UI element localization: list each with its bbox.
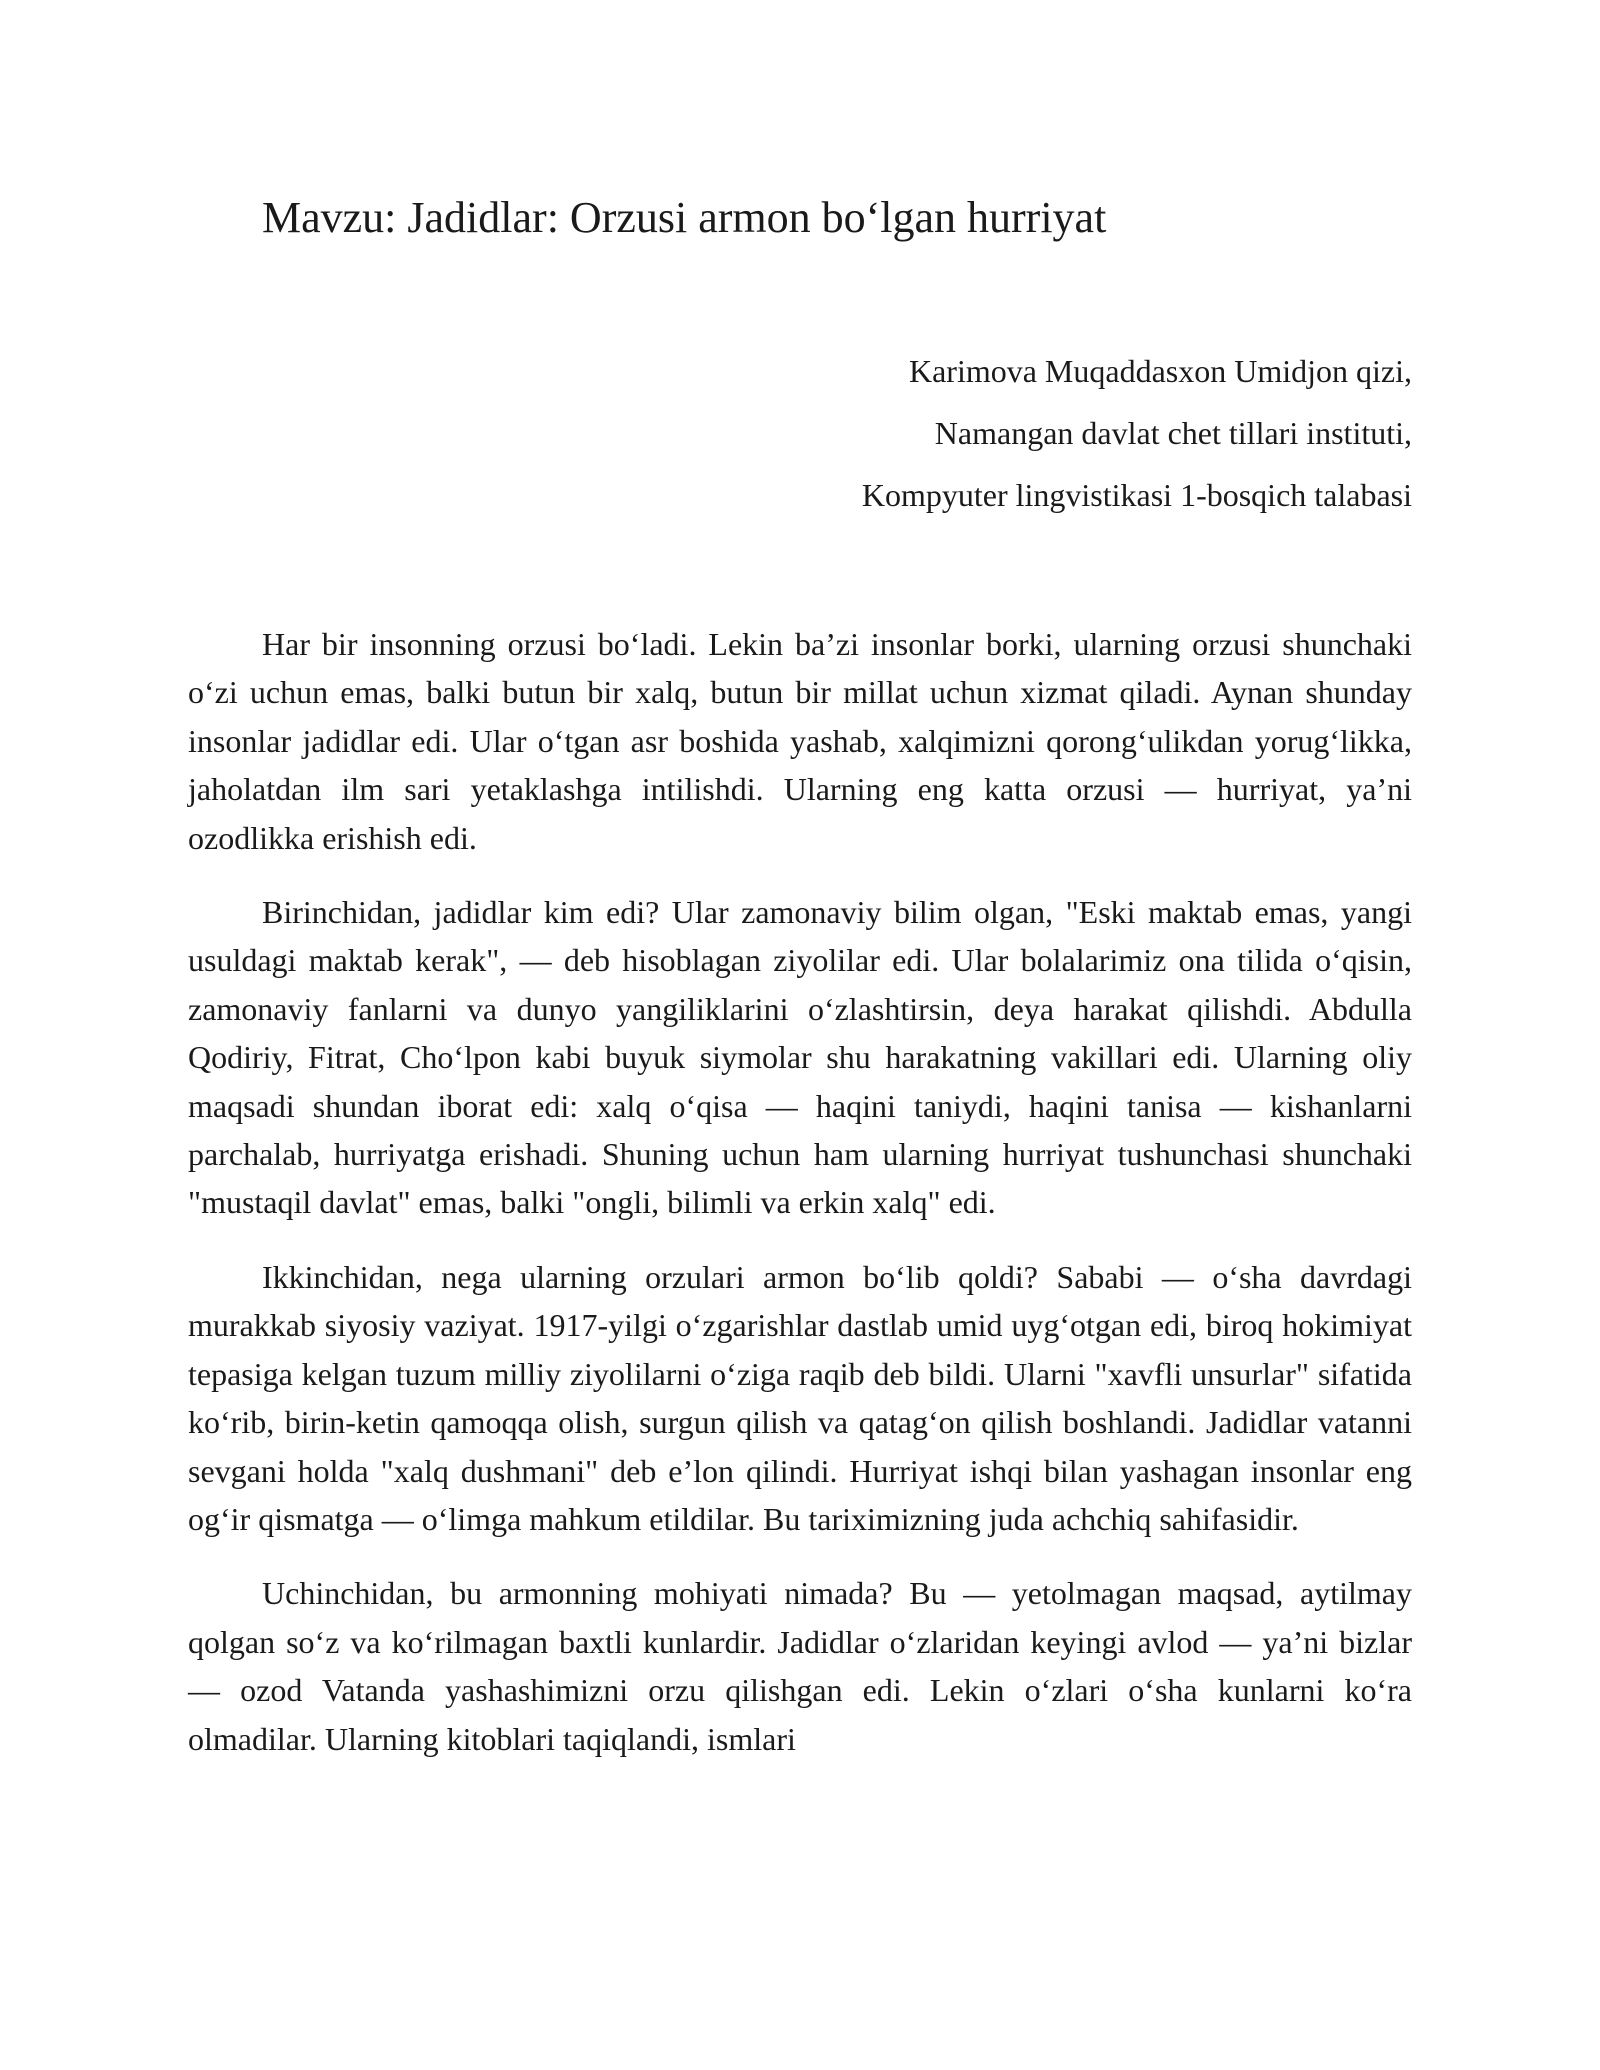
author-position: Kompyuter lingvistikasi 1-bosqich talabasi: [861, 477, 1412, 513]
paragraph-first: Birinchidan, jadidlar kim edi? Ular zamonaviy bilim olgan, "Eski maktab emas, yangi usuldagi maktab kerak", — deb hisoblagan ziyolilar edi. Ular bolalarimiz ona tilida o‘qisin, zamonaviy fanlarni va dunyo yangiliklarini o‘zlashtirsin, deya harakat qilishdi. Abdulla Qodiriy, Fitrat, Cho‘lpon kabi buyuk siymolar shu harakatning vakillari edi. Ularning oliy maqsadi shundan iborat edi: xalq o‘qisa — haqini taniydi, haqini tanisa — kishanlarni parchalab, hurriyatga erishadi. Shuning uchun ham ularning hurriyat tushunchasi shunchaki "mustaqil davlat" emas, balki "ongli, bilimli va erkin xalq" edi.: [188, 894, 1412, 1221]
author-block: [600, 340, 1412, 526]
paragraph-second: Ikkinchidan, nega ularning orzulari armon bo‘lib qoldi? Sababi — o‘sha davrdagi murakkab siyosiy vaziyat. 1917-yilgi o‘zgarishlar dastlab umid uyg‘otgan edi, biroq hokimiyat tepasiga kelgan tuzum milliy ziyolilarni o‘ziga raqib deb bildi. Ularni "xavfli unsurlar" sifatida ko‘rib, birin-ketin qamoqqa olish, surgun qilish va qatag‘on qilish boshlandi. Jadidlar vatanni sevgani holda "xalq dushmani" deb e’lon qilindi. Hurriyat ishqi bilan yashagan insonlar eng og‘ir qismatga — o‘limga mahkum etildilar. Bu tariximizning juda achchiq sahifasidir.: [188, 1258, 1412, 1537]
paragraph-third: Uchinchidan, bu armonning mohiyati nimada? Bu — yetolmagan maqsad, aytilmay qolgan so‘z va ko‘rilmagan baxtli kunlardir. Jadidlar o‘zlaridan keyingi avlod — ya’ni bizlar — ozod Vatanda yashashimizni orzu qilishgan edi. Lekin o‘zlari o‘sha kunlarni ko‘ra olmadilar. Ularning kitoblari taqiqlandi, ismlari: [188, 1575, 1412, 1757]
author-name: Karimova Muqaddasxon Umidjon qizi,: [908, 353, 1412, 389]
article-body: [188, 620, 1412, 1789]
paragraph-intro: Har bir insonning orzusi bo‘ladi. Lekin ba’zi insonlar borki, ularning orzusi shunchaki o‘zi uchun emas, balki butun bir xalq, butun bir millat uchun xizmat qiladi. Aynan shunday insonlar jadidlar edi. Ular o‘tgan asr boshida yashab, xalqimizni qorong‘ulikdan yorug‘likka, jaholatdan ilm sari yetaklashga intilishdi. Ularning eng katta orzusi — hurriyat, ya’ni ozodlikka erishish edi.: [188, 626, 1412, 856]
page-title: Mavzu: Jadidlar: Orzusi armon bo‘lgan hurriyat: [262, 193, 1107, 242]
author-institution: Namangan davlat chet tillari instituti,: [934, 415, 1412, 451]
